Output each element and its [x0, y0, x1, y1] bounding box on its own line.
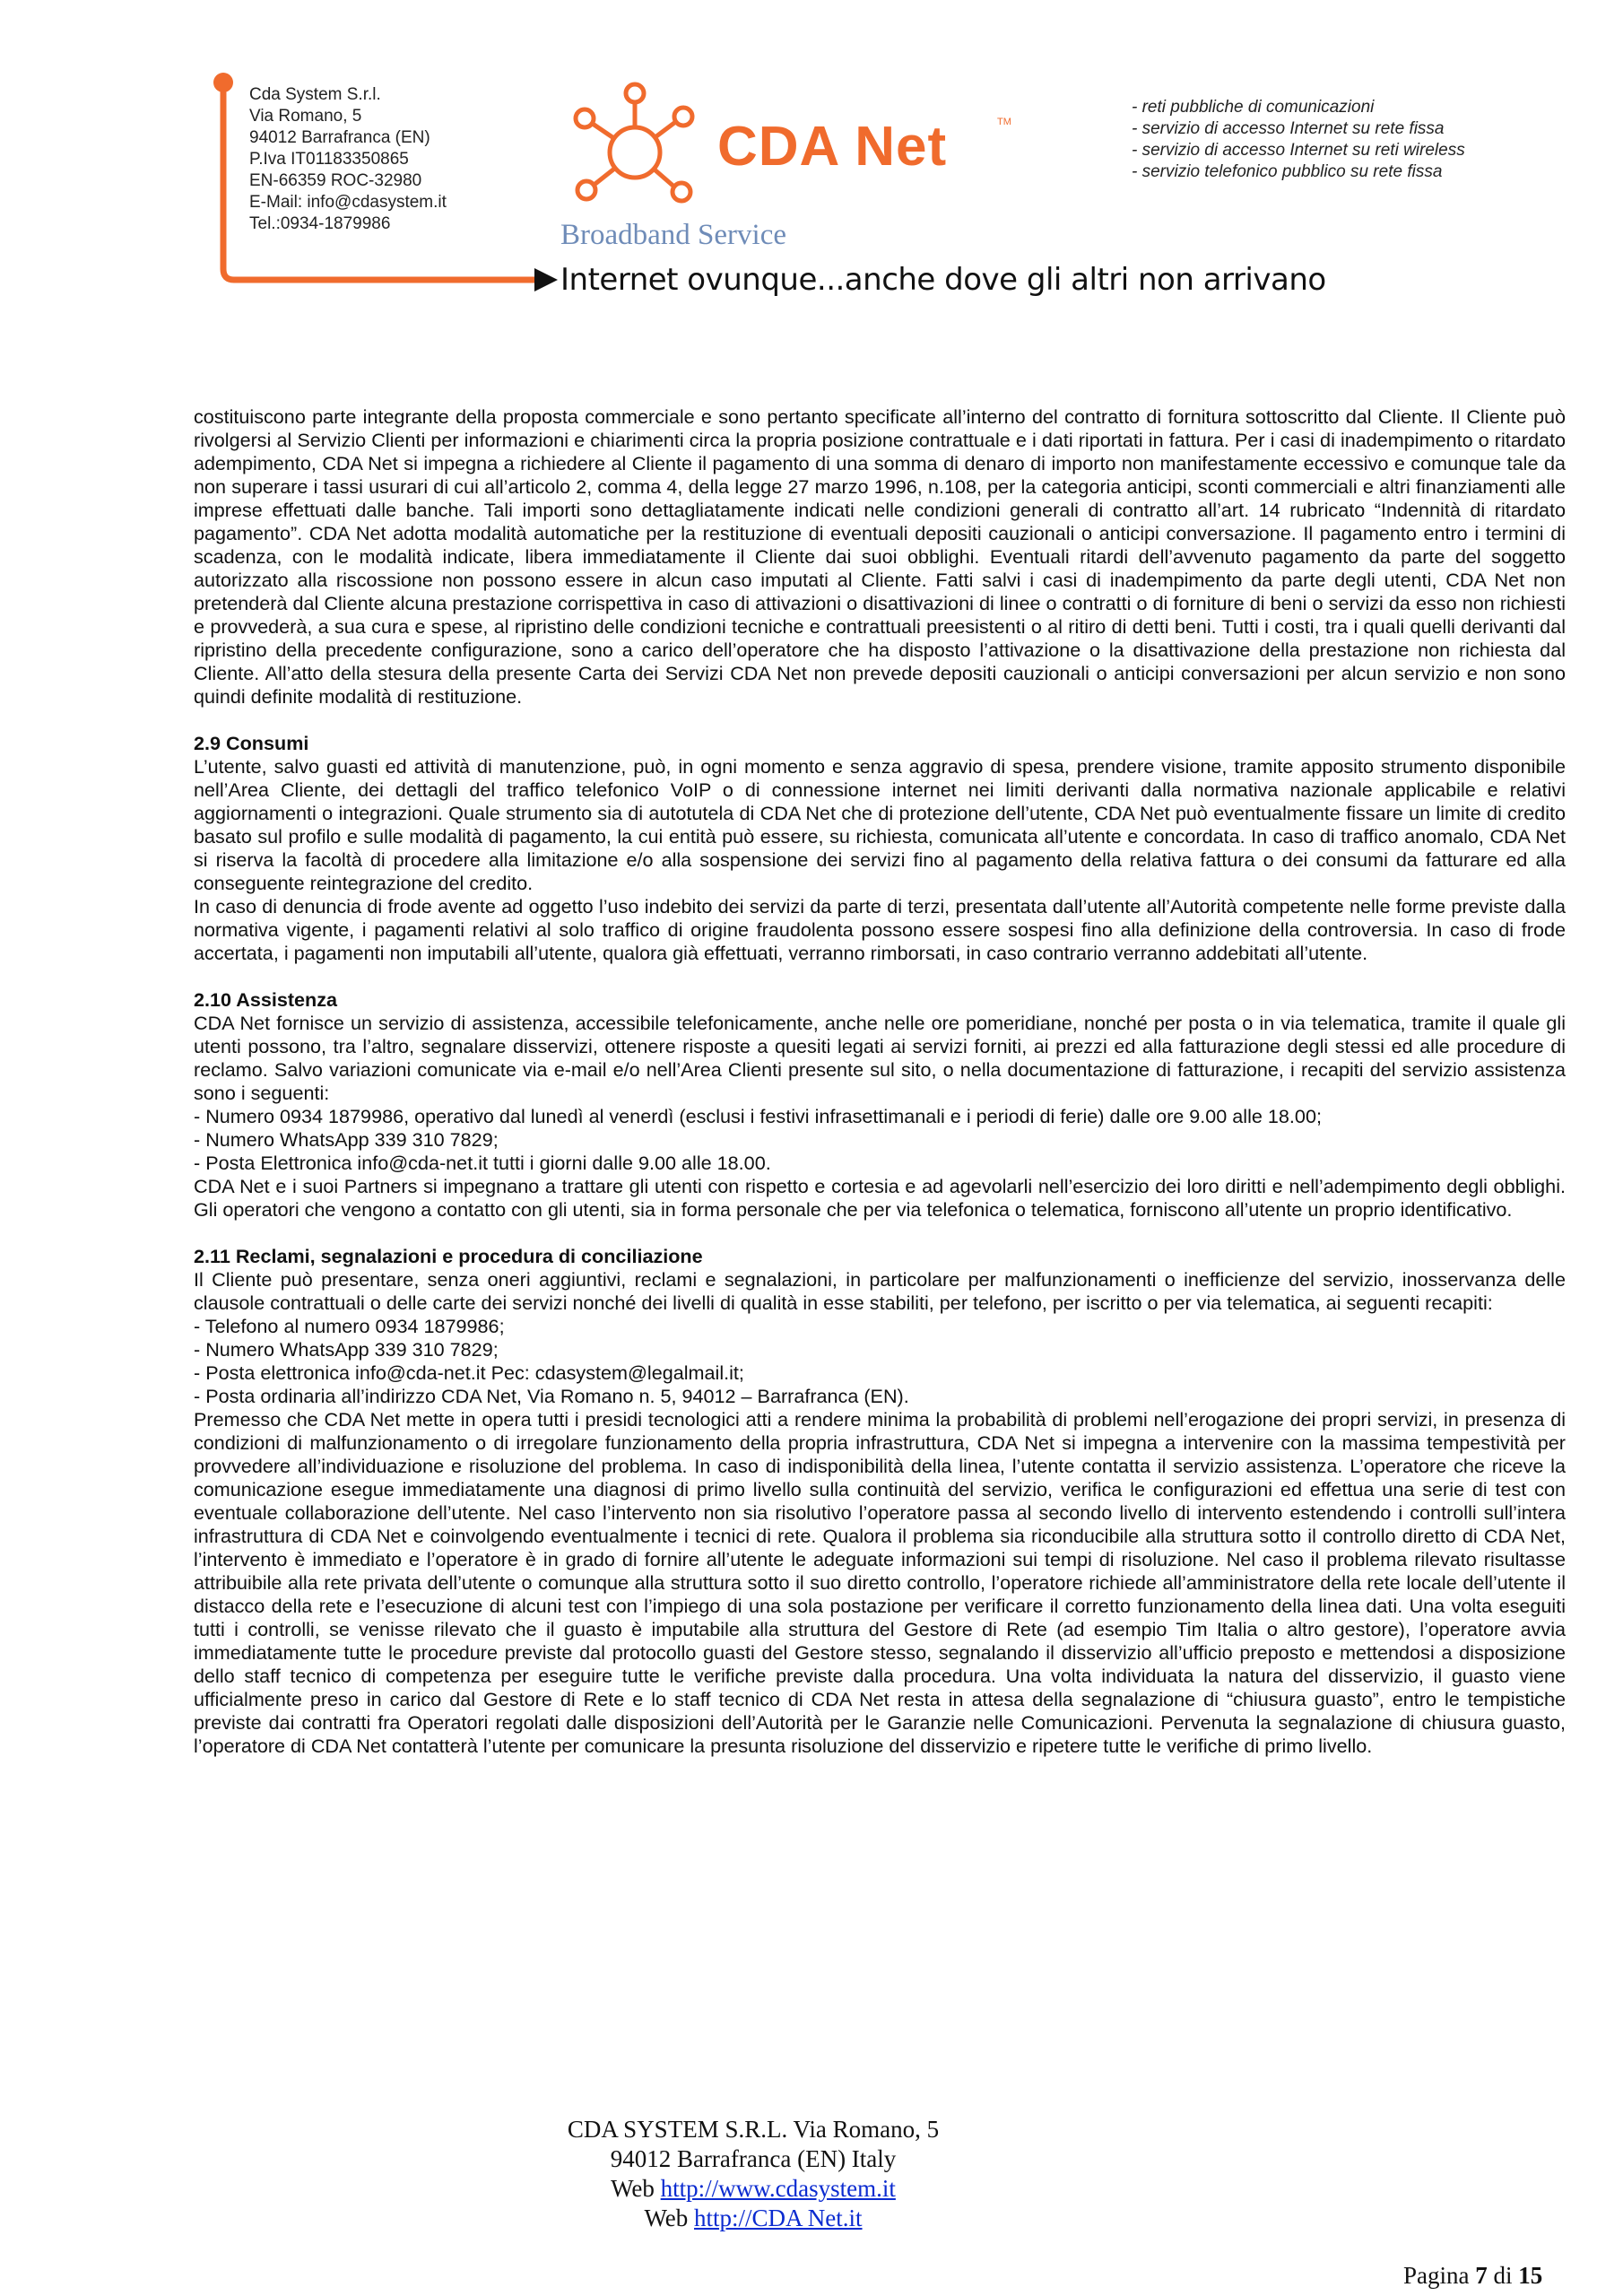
tagline: Internet ovunque...anche dove gli altri non arrivano: [560, 262, 1326, 298]
list-item: - Numero WhatsApp 339 310 7829;: [194, 1128, 499, 1151]
broadband-subtitle: Broadband Service: [560, 219, 786, 251]
document-body: [194, 405, 1566, 1758]
company-address: Via Romano, 5: [249, 107, 362, 126]
intro-paragraph: costituiscono parte integrante della proposta commerciale e sono pertanto specificate all’interno del contratto di fornitura sottoscritto dal Cliente. Il Cliente può rivolgersi al Servizio Clienti per informazioni e chiarimenti circa la propria posizione contrattuale e i dati riportati in fattura. Per i casi di inadempimento o ritardato adempimento, CDA Net si impegna a richiedere al Cliente il pagamento di una somma di denaro di importo non manifestamente eccessivo e comunque tale da non superare i tassi usurari di cui all’articolo 2, comma 4, della legge 27 marzo 1996, n.108, per la categoria anticipi, sconti commerciali e altri finanziamenti alle imprese effettuati dalle banche. Tali importi sono dettagliatamente indicati nelle condizioni generali di contratto all’art. 14 rubricato “Indennità di ritardato pagamento”. CDA Net adotta modalità automatiche per la restituzione di eventuali depositi cauzionali o anticipi conversazione. Il pagamento entro i termini di scadenza, con le modalità indicate, libera immediatamente il Cliente dai suoi obblighi. Eventuali ritardi dell’avvenuto pagamento da parte del soggetto autorizzato alla riscossione non possono essere in alcun caso imputati al Cliente. Fatti salvi i casi di inadempimento da parte degli utenti, CDA Net non pretenderà dal Cliente alcuna prestazione corrispettiva in caso di attivazioni o disattivazioni di linee o contratti o di forniture di beni o servizi da esso non richiesti e provvederà, a sua cura e spese, al ripristino delle condizioni tecniche e contrattuali preesistenti o al ritiro di detti beni. Tutti i costi, tra i quali quelli derivanti dal ripristino della precedente configurazione, sono a carico dell’operatore che ha disposto l’attivazione o la disattivazione della prestazione non richiesta dal Cliente. All’atto della stesura della presente Carta dei Servizi CDA Net non prevede depositi cauzionali o anticipi conversazioni per alcun servizio e non sono quindi definite modalità di restituzione.: [194, 405, 1566, 708]
company-registry: EN-66359 ROC-32980: [249, 171, 422, 190]
section-title-2-9: 2.9 Consumi: [194, 732, 309, 754]
company-phone: Tel.:0934-1879986: [249, 214, 391, 233]
page-number: [1403, 2262, 1542, 2290]
paragraph: Premesso che CDA Net mette in opera tutti i presidi tecnologici atti a rendere minima la probabilità di problemi nell’erogazione dei propri servizi, in presenza di condizioni di malfunzionamento o di irregolare funzionamento della propria infrastruttura, CDA Net si impegna a intervenire con la massima tempestività per provvedere all’individuazione e risoluzione del problema. In caso di indisponibilità della linea, l’utente contatta il servizio assistenza. L’operatore che riceve la comunicazione esegue immediatamente una diagnosi di primo livello sulla continuità del servizio, verifica le configurazioni ed effettua una serie di test con eventuale collaborazione dell’utente. Nel caso l’intervento non sia risolutivo l’operatore passa al secondo livello di intervento estendendo i controlli sull’intera infrastruttura di CDA Net e coinvolgendo eventualmente i tecnici di rete. Qualora il problema sia riconducibile alla struttura sotto il controllo diretto di CDA Net, l’intervento è immediato e l’operatore è in grado di fornire all’utente le adeguate informazioni sui tempi di risoluzione. Nel caso il problema rilevato risultasse attribuibile alla rete privata dell’utente o comunque alla struttura sotto il suo diretto controllo, l’operatore richiede all’amministratore della rete locale dell’utente il distacco della rete e l’esecuzione di alcuni test con l’impiego di una sola postazione per verificare il corretto funzionamento della linea dati. Una volta eseguiti tutti i controlli, se venisse rilevato che il guasto è imputabile alla struttura del Gestore di Rete (ad esempio Tim Italia o altro gestore), l’operatore avvia immediatamente tutte le procedure previste dal protocollo guasti del Gestore stesso, segnalando il disservizio all’ufficio preposto e mettendosi a disposizione dello staff tecnico di competenza per eseguire tutte le verifiche previste dalla procedura. Una volta individuata la natura del disservizio, il guasto viene ufficialmente preso in carico dal Gestore di Rete e lo staff tecnico di CDA Net resta in attesa della segnalazione di “chiusura guasto”, entro le tempistiche previste dai contratti fra Operatori regolati dalle disposizioni dell’Autorità per le Garanzie nelle Comunicazioni. Pervenuta la segnalazione di chiusura guasto, l’operatore di CDA Net contatterà l’utente per comunicare la presunta risoluzione del disservizio e ripetere tutte le verifiche di primo livello.: [194, 1408, 1566, 1757]
list-item: - Numero 0934 1879986, operativo dal lunedì al venerdì (esclusi i festivi infrasettimanali e i periodi di ferie) dalle ore 9.00 alle 18.00;: [194, 1105, 1322, 1127]
section-title-2-10: 2.10 Assistenza: [194, 988, 338, 1011]
section-title-2-11: 2.11 Reclami, segnalazioni e procedura di conciliazione: [194, 1245, 703, 1267]
page-current: 7: [1475, 2262, 1488, 2289]
footer-web-line: [502, 2204, 1004, 2233]
footer-link-cdanet[interactable]: http://CDA Net.it: [694, 2205, 863, 2231]
footer-company: CDA SYSTEM S.R.L. Via Romano, 5: [567, 2116, 940, 2143]
list-item: - Posta ordinaria all’indirizzo CDA Net, Via Romano n. 5, 94012 – Barrafranca (EN).: [194, 1385, 909, 1407]
footer-web-label: Web: [611, 2175, 661, 2202]
company-vat: P.Iva IT01183350865: [249, 150, 409, 169]
footer-web-label: Web: [644, 2205, 695, 2231]
page-total: 15: [1518, 2262, 1543, 2289]
list-item: - Posta Elettronica info@cda-net.it tutti i giorni dalle 9.00 alle 18.00.: [194, 1152, 771, 1174]
company-name: Cda System S.r.l.: [249, 85, 381, 104]
footer-link-cdasystem[interactable]: http://www.cdasystem.it: [660, 2175, 896, 2202]
paragraph: CDA Net fornisce un servizio di assistenza, accessibile telefonicamente, anche nelle ore pomeridiane, nonché per posta o in via telematica, tramite il quale gli utenti possono, tra l’altro, segnalare disservizi, ottenere risposte a quesiti legati ai servizi forniti, ai prezzi ed alla fatturazione degli stessi ed alle procedure di reclamo. Salvo variazioni comunicate via e-mail e/o nell’Area Clienti presente sul sito, o nella documentazione di fatturazione, i recapiti del servizio assistenza sono i seguenti:: [194, 1012, 1566, 1104]
paragraph: Il Cliente può presentare, senza oneri aggiuntivi, reclami e segnalazioni, in particolare per malfunzionamenti o inefficienze del servizio, inosservanza delle clausole contrattuali o delle carte dei servizi nonché dei livelli di qualità in esse stabiliti, per telefono, per iscritto o per via telematica, ai seguenti recapiti:: [194, 1268, 1566, 1314]
paragraph: CDA Net e i suoi Partners si impegnano a trattare gli utenti con rispetto e cortesia e ad agevolarli nell’esercizio dei loro diritti e nell’adempimento degli obblighi. Gli operatori che vengono a contatto con gli utenti, sia in forma personale che per via telefonica o telematica, forniscono all’utente un proprio identificativo.: [194, 1175, 1566, 1221]
service-item: - servizio di accesso Internet su rete fissa: [1132, 119, 1445, 138]
footer-city: 94012 Barrafranca (EN) Italy: [610, 2145, 897, 2172]
page-of: di: [1487, 2262, 1519, 2289]
list-item: - Telefono al numero 0934 1879986;: [194, 1315, 505, 1337]
footer-web-line: [502, 2174, 1004, 2204]
list-item: - Posta elettronica info@cda-net.it Pec: cdasystem@legalmail.it;: [194, 1361, 744, 1384]
paragraph: In caso di denuncia di frode avente ad oggetto l’uso indebito dei servizi da parte di terzi, presentata dall’utente all’Autorità competente nelle forme previste dalla normativa vigente, i pagamenti relativi al solo traffico di origine fraudolenta possono essere sospesi fino alla definizione della controversia. In caso di frode accertata, i pagamenti non imputabili all’utente, qualora già effettuati, verranno rimborsati, in caso contrario verranno addebitati all’utente.: [194, 895, 1566, 964]
services-list: [1132, 97, 1465, 183]
letterhead: [0, 0, 1623, 323]
company-city: 94012 Barrafranca (EN): [249, 128, 430, 147]
service-item: - reti pubbliche di comunicazioni: [1132, 98, 1375, 117]
paragraph: L’utente, salvo guasti ed attività di manutenzione, può, in ogni momento e senza aggravio di spesa, prendere visione, tramite apposito strumento disponibile nell’Area Cliente, dei dettagli del traffico telefonico VoIP o di connessione internet nei limiti derivanti dalla normativa nazionale applicabile e relativi aggiornamenti o integrazioni. Quale strumento sia di autotutela di CDA Net che di protezione dell’utente, CDA Net può eventualmente fissare un limite di credito basato sul profilo e sulle modalità di pagamento, la cui entità può essere, su richiesta, comunicata all’utente e concordata. In caso di traffico anomalo, CDA Net si riserva la facoltà di procedere alla limitazione e/o alla sospensione dei servizi fino al pagamento della relativa fattura o dei consumi da fatturare ed alla conseguente reintegrazione del credito.: [194, 755, 1566, 894]
page-label: Pagina: [1403, 2262, 1476, 2289]
company-email: E-Mail: info@cdasystem.it: [249, 193, 447, 212]
company-info: [249, 84, 447, 235]
logo-trademark: TM: [997, 117, 1011, 127]
footer: [502, 2115, 1004, 2233]
service-item: - servizio di accesso Internet su reti wireless: [1132, 141, 1465, 160]
service-item: - servizio telefonico pubblico su rete fissa: [1132, 162, 1443, 181]
list-item: - Numero WhatsApp 339 310 7829;: [194, 1338, 499, 1361]
logo-text: CDA Net: [717, 116, 948, 178]
